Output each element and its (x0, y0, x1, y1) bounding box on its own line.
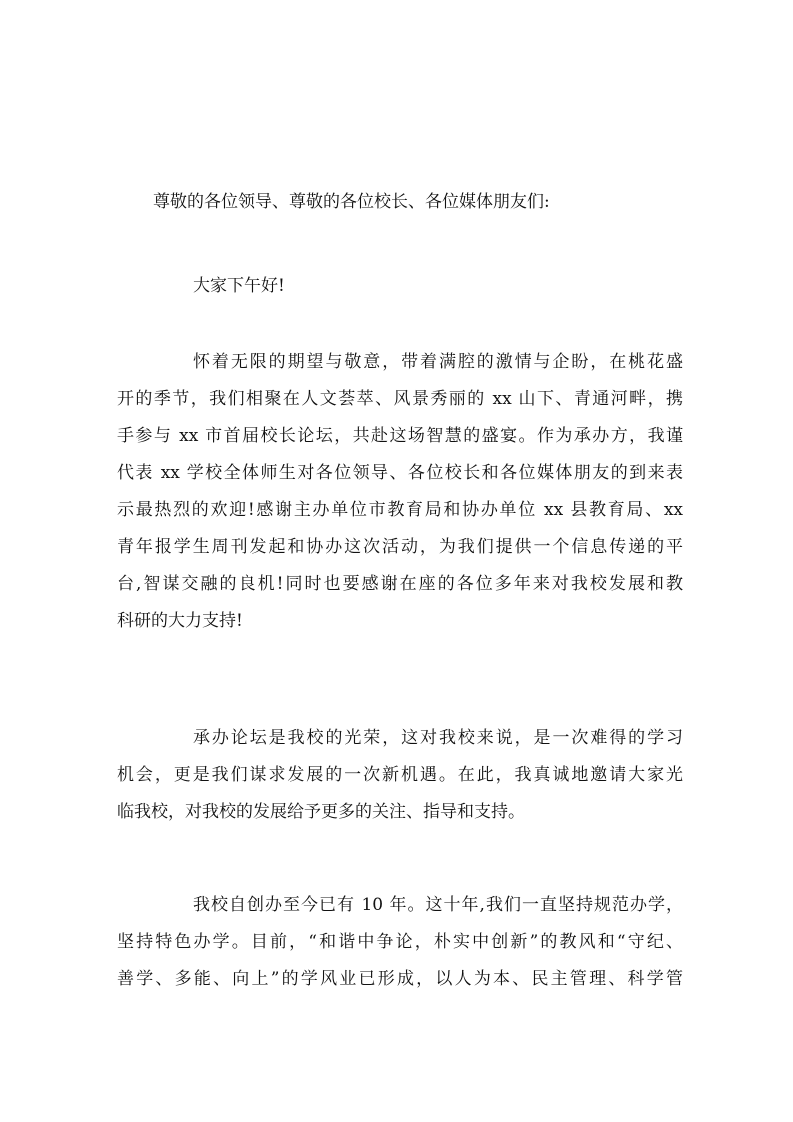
paragraph-line: 承办论坛是我校的光荣，这对我校来说，是一次难得的学习 (193, 728, 683, 748)
paragraph-line: 善学、多能、向上”的学风业已形成，以人为本、民主管理、科学管 (117, 969, 683, 989)
paragraph-line: 坚持特色办学。目前，“和谐中争论，朴实中创新”的教风和“守纪、 (117, 932, 683, 952)
paragraph-line: 青年报学生周刊发起和协办这次活动，为我们提供一个信息传递的平 (117, 537, 683, 557)
paragraph-line: 示最热烈的欢迎!感谢主办单位市教育局和协办单位 xx 县教育局、xx (117, 500, 683, 520)
greeting: 大家下午好! (193, 276, 285, 296)
paragraph-line: 怀着无限的期望与敬意，带着满腔的激情与企盼，在桃花盛 (193, 352, 683, 372)
paragraph-line: 我校自创办至今已有 10 年。这十年,我们一直坚持规范办学， (193, 895, 683, 915)
paragraph-line: 机会，更是我们谋求发展的一次新机遇。在此，我真诚地邀请大家光 (117, 765, 683, 785)
paragraph-line: 临我校，对我校的发展给予更多的关注、指导和支持。 (117, 802, 525, 822)
paragraph-line: 台,智谋交融的良机!同时也要感谢在座的各位多年来对我校发展和教 (117, 574, 683, 594)
paragraph-line: 手参与 xx 市首届校长论坛，共赴这场智慧的盛宴。作为承办方，我谨 (117, 426, 683, 446)
paragraph-line: 科研的大力支持! (117, 611, 243, 631)
paragraph-line: 开的季节，我们相聚在人文荟萃、风景秀丽的 xx 山下、青通河畔，携 (117, 389, 683, 409)
paragraph-line: 代表 xx 学校全体师生对各位领导、各位校长和各位媒体朋友的到来表 (117, 463, 683, 483)
salutation: 尊敬的各位领导、尊敬的各位校长、各位媒体朋友们: (153, 192, 550, 212)
